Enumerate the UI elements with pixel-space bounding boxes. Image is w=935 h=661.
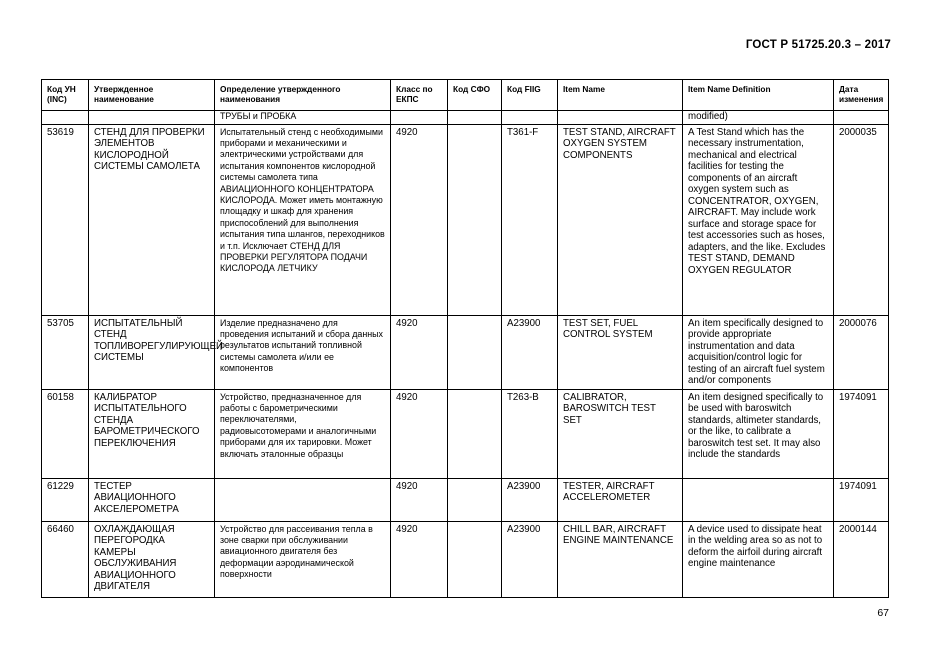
catalog-table: [41, 79, 889, 598]
cell-inc: 53619: [42, 124, 89, 315]
cell-fiig: A23900: [502, 521, 558, 597]
cell-date: 1974091: [834, 389, 889, 478]
cell-inc: 60158: [42, 389, 89, 478]
cell-sfo: [448, 478, 502, 521]
table-row: [42, 478, 889, 521]
cell-definition-en: [683, 478, 834, 521]
cell-definition-ru: Устройство для рассеивания тепла в зоне сварки при обслуживании авиационного двигателя без деформации аэродинамической поверхности: [215, 521, 391, 597]
cell-sfo: [448, 389, 502, 478]
cell-item-name: TESTER, AIRCRAFT ACCELEROMETER: [558, 478, 683, 521]
header-inc: Код УН (INC): [42, 80, 89, 111]
cell-sfo: [448, 315, 502, 389]
table-row: [42, 124, 889, 315]
cell-ekps: [391, 111, 448, 125]
cell-definition-ru: Устройство, предназначенное для работы с барометрическими переключателями, радиовысотомерами и аналогичными приборами для их тарировки. Может включать эталонные образцы: [215, 389, 391, 478]
cell-sfo: [448, 111, 502, 125]
cell-date: 2000144: [834, 521, 889, 597]
header-item-name: Item Name: [558, 80, 683, 111]
cell-fiig: T263-B: [502, 389, 558, 478]
cell-definition-ru: Испытательный стенд с необходимыми приборами и механическими и электрическими устройствами для испытания компонентов кислородной системы самолета типа АВИАЦИОННОГО КОНЦЕНТРАТОРА КИСЛОРОДА. Может иметь монтажную площадку и шкаф для хранения приспособлений для выполнения испытания типа шлангов, переходников и т.п. Исключает СТЕНД ДЛЯ ПРОВЕРКИ РЕГУЛЯТОРА ПОДАЧИ КИСЛОРОДА ЛЕТЧИКУ: [215, 124, 391, 315]
cell-item-name: CHILL BAR, AIRCRAFT ENGINE MAINTENANCE: [558, 521, 683, 597]
table-row: [42, 389, 889, 478]
cell-date: 2000035: [834, 124, 889, 315]
cell-inc: 61229: [42, 478, 89, 521]
cell-ekps: 4920: [391, 124, 448, 315]
cell-date: 2000076: [834, 315, 889, 389]
cell-name-ru: [89, 111, 215, 125]
header-name-ru: Утвержденное наименование: [89, 80, 215, 111]
cell-date: [834, 111, 889, 125]
header-item-name-definition: Item Name Definition: [683, 80, 834, 111]
cell-item-name: [558, 111, 683, 125]
cell-definition-ru: [215, 478, 391, 521]
cell-sfo: [448, 521, 502, 597]
cell-definition-en: modified): [683, 111, 834, 125]
cell-fiig: A23900: [502, 478, 558, 521]
header-date: Дата изменения: [834, 80, 889, 111]
cell-inc: 66460: [42, 521, 89, 597]
cell-item-name: CALIBRATOR, BAROSWITCH TEST SET: [558, 389, 683, 478]
cell-name-ru: СТЕНД ДЛЯ ПРОВЕРКИ ЭЛЕМЕНТОВ КИСЛОРОДНОЙ СИСТЕМЫ САМОЛЕТА: [89, 124, 215, 315]
cell-fiig: T361-F: [502, 124, 558, 315]
header-fiig: Код FIIG: [502, 80, 558, 111]
cell-definition-en: An item designed specifically to be used with baroswitch standards, altimeter standards, or the like, to calibrate a baroswitch test set. It may also include the standards: [683, 389, 834, 478]
cell-item-name: TEST STAND, AIRCRAFT OXYGEN SYSTEM COMPONENTS: [558, 124, 683, 315]
cell-inc: [42, 111, 89, 125]
cell-fiig: A23900: [502, 315, 558, 389]
cell-name-ru: ТЕСТЕР АВИАЦИОННОГО АКСЕЛЕРОМЕТРА: [89, 478, 215, 521]
cell-ekps: 4920: [391, 315, 448, 389]
table-header-row: [42, 80, 889, 111]
cell-sfo: [448, 124, 502, 315]
cell-definition-ru: Изделие предназначено для проведения испытаний и сбора данных результатов испытаний топливной системы самолета и/или ее компонентов: [215, 315, 391, 389]
cell-fiig: [502, 111, 558, 125]
cell-definition-en: A Test Stand which has the necessary instrumentation, mechanical and electrical facilities for testing the components of an aircraft oxygen system such as CONCENTRATOR, OXYGEN, AIRCRAFT. May include work surface and storage space for test accessories such as hoses, adapters, and the like. Excludes TEST STAND, DEMAND OXYGEN REGULATOR: [683, 124, 834, 315]
cell-name-ru: КАЛИБРАТОР ИСПЫТАТЕЛЬНОГО СТЕНДА БАРОМЕТРИЧЕСКОГО ПЕРЕКЛЮЧЕНИЯ: [89, 389, 215, 478]
cell-definition-ru: ТРУБЫ и ПРОБКА: [215, 111, 391, 125]
cell-date: 1974091: [834, 478, 889, 521]
page-number: 67: [877, 607, 889, 619]
table-row: [42, 315, 889, 389]
cell-ekps: 4920: [391, 389, 448, 478]
cell-inc: 53705: [42, 315, 89, 389]
document-code: ГОСТ Р 51725.20.3 – 2017: [745, 39, 891, 51]
cell-definition-en: An item specifically designed to provide appropriate instrumentation and data acquisition/control logic for testing of an aircraft fuel system and/or components: [683, 315, 834, 389]
continuation-row: [42, 111, 889, 125]
header-definition-ru: Определение утвержденного наименования: [215, 80, 391, 111]
cell-name-ru: ИСПЫТАТЕЛЬНЫЙ СТЕНД ТОПЛИВОРЕГУЛИРУЮЩЕЙ СИСТЕМЫ: [89, 315, 215, 389]
cell-definition-en: A device used to dissipate heat in the welding area so as not to deform the airfoil during aircraft engine maintenance: [683, 521, 834, 597]
cell-item-name: TEST SET, FUEL CONTROL SYSTEM: [558, 315, 683, 389]
table-row: [42, 521, 889, 597]
cell-ekps: 4920: [391, 521, 448, 597]
header-ekps: Класс по ЕКПС: [391, 80, 448, 111]
header-sfo: Код СФО: [448, 80, 502, 111]
cell-name-ru: ОХЛАЖДАЮЩАЯ ПЕРЕГОРОДКА КАМЕРЫ ОБСЛУЖИВАНИЯ АВИАЦИОННОГО ДВИГАТЕЛЯ: [89, 521, 215, 597]
cell-ekps: 4920: [391, 478, 448, 521]
